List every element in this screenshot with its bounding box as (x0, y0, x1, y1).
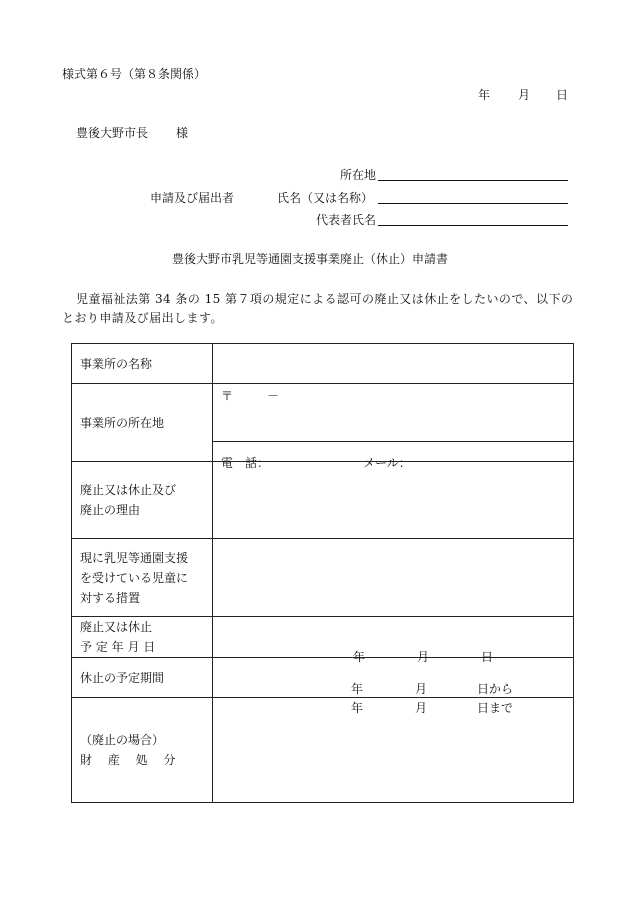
date-month-label: 月 (518, 88, 531, 102)
period-from-year-label: 年 (351, 681, 364, 696)
date-year-label: 年 (478, 88, 491, 102)
table-row (72, 617, 574, 658)
property-disposal-label-line2: 財 産 処 分 (80, 753, 176, 767)
suspension-period-label: 休止の予定期間 (72, 658, 213, 698)
postal-dash: － (267, 389, 280, 403)
postal-mark: 〒 (221, 389, 234, 403)
table-row (72, 539, 574, 617)
table-row (72, 384, 574, 442)
applicant-name-label: 氏名（又は名称） (277, 191, 374, 205)
planned-date-label (72, 617, 213, 658)
applicant-address-label: 所在地 (340, 168, 377, 182)
date-day-label: 日 (556, 88, 569, 102)
table-row (72, 344, 574, 384)
property-disposal-field[interactable] (213, 698, 574, 803)
period-until-month-label: 月 (415, 700, 428, 715)
body-text-line2: とおり申請及び届出します。 (62, 311, 223, 325)
measures-label-line3: 対する措置 (80, 590, 141, 605)
addressee-name: 豊後大野市長 (76, 126, 149, 140)
reason-label-line2: 廃止の理由 (80, 503, 141, 517)
contact-field[interactable] (213, 442, 574, 470)
measures-label (72, 539, 213, 617)
applicant-role-label: 申請及び届出者 (150, 191, 235, 205)
measures-label-line2: を受けている児童に (80, 570, 189, 585)
period-from-month-label: 月 (415, 681, 428, 696)
period-until-day-label: 日まで (477, 700, 514, 715)
table-row (72, 462, 574, 539)
form-number: 様式第６号（第８条関係） (62, 67, 207, 81)
application-form-table (71, 343, 574, 803)
reason-field[interactable] (213, 462, 574, 539)
applicant-name-line[interactable] (378, 203, 568, 204)
phone-label: 電 話： (221, 455, 270, 470)
planned-date-label-line2: 予 定 年 月 日 (80, 640, 156, 654)
suspension-period-field[interactable] (213, 658, 574, 715)
reason-label-line1: 廃止又は休止及び (80, 483, 177, 497)
mail-label: メール： (363, 455, 411, 470)
facility-address-field[interactable] (213, 384, 574, 442)
planned-date-field[interactable] (213, 617, 574, 664)
property-disposal-label-line1: （廃止の場合） (80, 733, 165, 747)
planned-date-label-line1: 廃止又は休止 (80, 620, 153, 634)
measures-label-line1: 現に乳児等通園支援 (80, 550, 189, 565)
applicant-address-line[interactable] (378, 180, 568, 181)
reason-label (72, 462, 213, 539)
period-until-year-label: 年 (351, 700, 364, 715)
facility-address-label: 事業所の所在地 (72, 384, 213, 462)
property-disposal-label (72, 698, 213, 803)
facility-name-label: 事業所の名称 (72, 344, 213, 384)
planned-year-label: 年 (353, 650, 366, 664)
document-title: 豊後大野市乳児等通園支援事業廃止（休止）申請書 (172, 252, 449, 266)
measures-field[interactable] (213, 539, 574, 617)
planned-month-label: 月 (417, 650, 430, 664)
planned-day-label: 日 (481, 650, 494, 664)
period-from-day-label: 日から (477, 681, 514, 696)
addressee-honorific: 様 (176, 126, 189, 140)
representative-line[interactable] (378, 225, 568, 226)
table-row (72, 658, 574, 698)
facility-name-field[interactable] (213, 344, 574, 384)
body-text-line1: 児童福祉法第 34 条の 15 第７項の規定による認可の廃止又は休止をしたいので、以下の (76, 292, 574, 306)
representative-label: 代表者氏名 (316, 213, 377, 227)
